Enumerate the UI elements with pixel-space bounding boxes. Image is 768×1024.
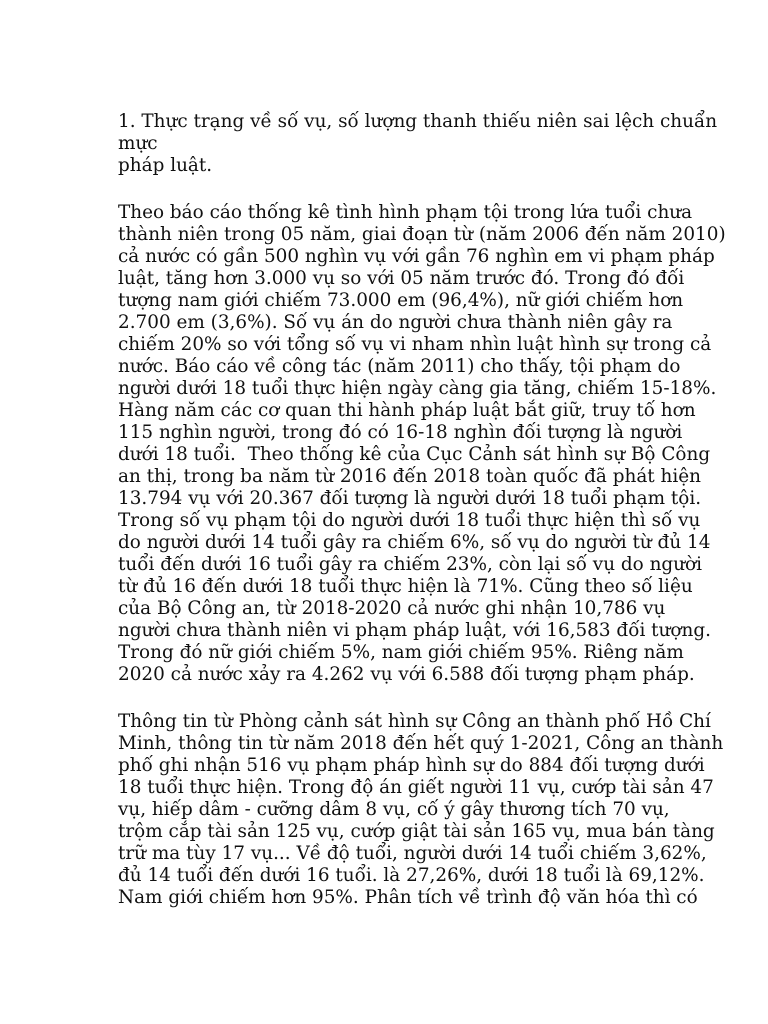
paragraph-1-line: Hàng năm các cơ quan thi hành pháp luật bắt giữ, truy tố hơn: [118, 400, 696, 421]
paragraph-1-line: của Bộ Công an, từ 2018-2020 cả nước ghi nhận 10,786 vụ: [118, 598, 666, 619]
paragraph-1-line: thành niên trong 05 năm, giai đoạn từ (năm 2006 đến năm 2010): [118, 224, 726, 245]
paragraph-2-line: Nam giới chiếm hơn 95%. Phân tích về trình độ văn hóa thì có: [118, 887, 698, 908]
paragraph-1-line: người dưới 18 tuổi thực hiện ngày càng gia tăng, chiếm 15-18%.: [118, 378, 717, 399]
paragraph-1-line: Theo báo cáo thống kê tình hình phạm tội trong lứa tuổi chưa: [118, 202, 693, 223]
heading-line-1: 1. Thực trạng về số vụ, số lượng thanh thiếu niên sai lệch chuẩn: [118, 111, 718, 132]
paragraph-2-line: 18 tuổi thực hiện. Trong độ án giết người 11 vụ, cướp tài sản 47: [118, 777, 714, 798]
paragraph-1-line: tuổi đến dưới 16 tuổi gây ra chiếm 23%, còn lại số vụ do người: [118, 554, 702, 575]
paragraph-1-line: 2020 cả nước xảy ra 4.262 vụ với 6.588 đối tượng phạm pháp.: [118, 664, 695, 685]
paragraph-2-line: Minh, thông tin từ năm 2018 đến hết quý 1-2021, Công an thành: [118, 733, 724, 754]
paragraph-1-line: Trong đó nữ giới chiếm 5%, nam giới chiếm 95%. Riêng năm: [118, 642, 684, 663]
heading-line-3: pháp luật.: [118, 155, 213, 176]
paragraph-1-line: tượng nam giới chiếm 73.000 em (96,4%), nữ giới chiếm hơn: [118, 290, 684, 311]
paragraph-1-line: 2.700 em (3,6%). Số vụ án do người chưa thành niên gây ra: [118, 312, 673, 333]
paragraph-1-line: nước. Báo cáo về công tác (năm 2011) cho thấy, tội phạm do: [118, 356, 681, 377]
paragraph-1-line: 13.794 vụ với 20.367 đối tượng là người dưới 18 tuổi phạm tội.: [118, 488, 702, 509]
paragraph-2-line: vụ, hiếp dâm - cưỡng dâm 8 vụ, cố ý gây thương tích 70 vụ,: [118, 799, 670, 820]
paragraph-2-line: đủ 14 tuổi đến dưới 16 tuổi. là 27,26%, dưới 18 tuổi là 69,12%.: [118, 865, 705, 886]
paragraph-1-line: từ đủ 16 đến dưới 18 tuổi thực hiện là 71%. Cũng theo số liệu: [118, 576, 693, 597]
paragraph-2-line: Thông tin từ Phòng cảnh sát hình sự Công an thành phố Hồ Chí: [118, 711, 711, 732]
paragraph-2-line: trộm cắp tài sản 125 vụ, cướp giật tài sản 165 vụ, mua bán tàng: [118, 821, 715, 842]
paragraph-1-line: cả nước có gần 500 nghìn vụ với gần 76 nghìn em vi phạm pháp: [118, 246, 715, 267]
paragraph-1-line: 115 nghìn người, trong đó có 16-18 nghìn đối tượng là người: [118, 422, 683, 443]
paragraph-2-line: trữ ma tùy 17 vụ... Về độ tuổi, người dưới 14 tuổi chiếm 3,62%,: [118, 843, 707, 864]
paragraph-2-line: phố ghi nhận 516 vụ phạm pháp hình sự do 884 đối tượng dưới: [118, 755, 705, 776]
paragraph-1-line: chiếm 20% so với tổng số vụ vi nham nhìn luật hình sự trong cả: [118, 334, 712, 355]
paragraph-1-line: dưới 18 tuổi. Theo thống kê của Cục Cảnh sát hình sự Bộ Công: [118, 444, 711, 465]
paragraph-1-line: luật, tăng hơn 3.000 vụ so với 05 năm trước đó. Trong đó đối: [118, 268, 685, 289]
paragraph-1-line: Trong số vụ phạm tội do người dưới 18 tuổi thực hiện thì số vụ: [118, 510, 701, 531]
heading-line-2: mực: [118, 133, 158, 154]
paragraph-1-line: an thị, trong ba năm từ 2016 đến 2018 toàn quốc đã phát hiện: [118, 466, 701, 487]
paragraph-1-line: do người dưới 14 tuổi gây ra chiếm 6%, số vụ do người từ đủ 14: [118, 532, 711, 553]
paragraph-1-line: người chưa thành niên vi phạm pháp luật, với 16,583 đối tượng.: [118, 620, 711, 641]
